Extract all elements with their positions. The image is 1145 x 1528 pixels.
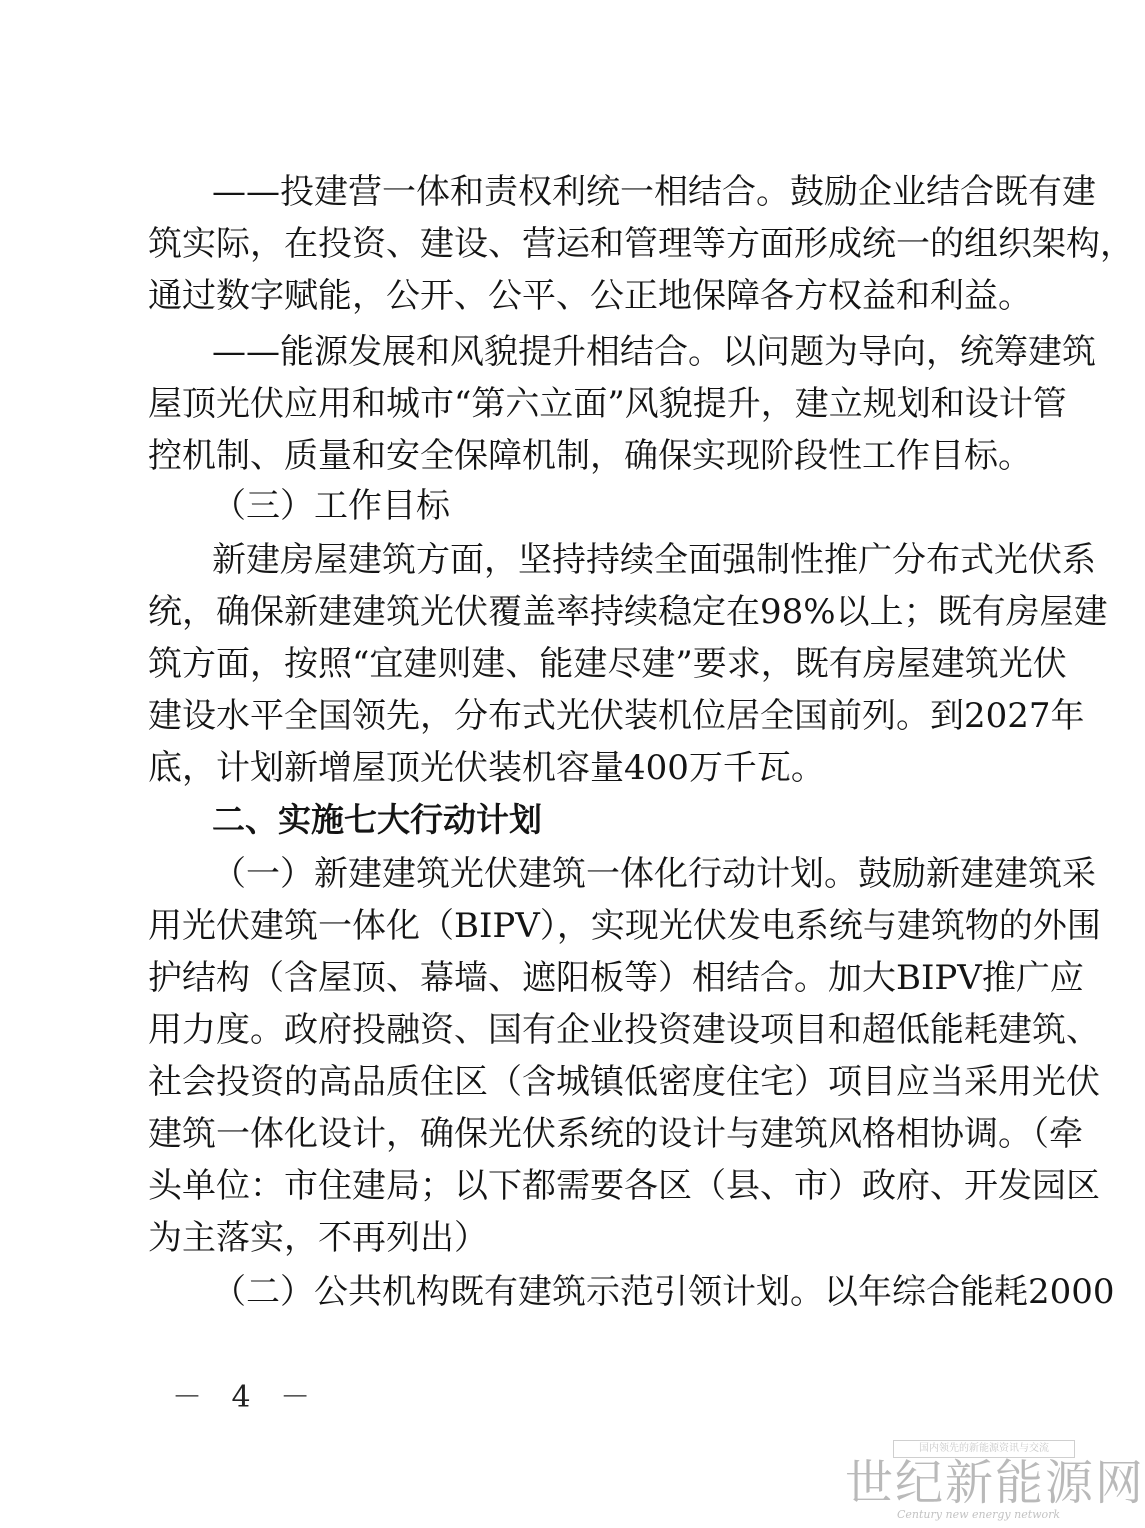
text-line: 社会投资的高品质住区（含城镇低密度住宅）项目应当采用光伏 xyxy=(148,1062,1100,1102)
text-line: 底，计划新增屋顶光伏装机容量400万千瓦。 xyxy=(148,748,825,788)
text-line: 统，确保新建建筑光伏覆盖率持续稳定在98%以上；既有房屋建 xyxy=(148,592,1108,632)
text-line: 新建房屋建筑方面，坚持持续全面强制性推广分布式光伏系 xyxy=(212,540,1096,580)
text-line: （一）新建建筑光伏建筑一体化行动计划。鼓励新建建筑采 xyxy=(212,854,1096,894)
text-line: 屋顶光伏应用和城市“第六立面”风貌提升，建立规划和设计管 xyxy=(148,384,1067,424)
text-line: 建设水平全国领先，分布式光伏装机位居全国前列。到2027年 xyxy=(148,696,1085,736)
text-line: ——投建营一体和责权利统一相结合。鼓励企业结合既有建 xyxy=(212,172,1096,212)
text-line: 护结构（含屋顶、幕墙、遮阳板等）相结合。加大BIPV推广应 xyxy=(148,958,1084,998)
text-line: 筑实际，在投资、建设、营运和管理等方面形成统一的组织架构， xyxy=(148,224,1134,264)
text-line: 筑方面，按照“宜建则建、能建尽建”要求，既有房屋建筑光伏 xyxy=(148,644,1067,684)
text-line: 建筑一体化设计，确保光伏系统的设计与建筑风格相协调。（牵 xyxy=(148,1114,1083,1154)
text-line: 用光伏建筑一体化（BIPV），实现光伏发电系统与建筑物的外围 xyxy=(148,906,1101,946)
section-heading: 二、实施七大行动计划 xyxy=(212,800,542,839)
watermark xyxy=(845,1440,1145,1521)
text-line: ——能源发展和风貌提升相结合。以问题为导向，统筹建筑 xyxy=(212,332,1096,372)
watermark-subtitle: Century new energy network xyxy=(897,1508,1061,1521)
watermark-logo-text: 世纪新能源网 xyxy=(845,1455,1145,1511)
text-line: 头单位：市住建局；以下都需要各区（县、市）政府、开发园区 xyxy=(148,1166,1100,1206)
text-line: 用力度。政府投融资、国有企业投资建设项目和超低能耗建筑、 xyxy=(148,1010,1100,1050)
text-line: （二）公共机构既有建筑示范引领计划。以年综合能耗2000 xyxy=(212,1272,1115,1312)
watermark-tagline: 国内领先的新能源资讯与交流 xyxy=(893,1440,1075,1458)
page-number: － 4 － xyxy=(172,1380,321,1415)
section-heading: （三）工作目标 xyxy=(212,486,450,526)
text-line: 控机制、质量和安全保障机制，确保实现阶段性工作目标。 xyxy=(148,436,1032,476)
text-line: 为主落实，不再列出） xyxy=(148,1218,488,1258)
text-line: 通过数字赋能，公开、公平、公正地保障各方权益和利益。 xyxy=(148,276,1032,316)
